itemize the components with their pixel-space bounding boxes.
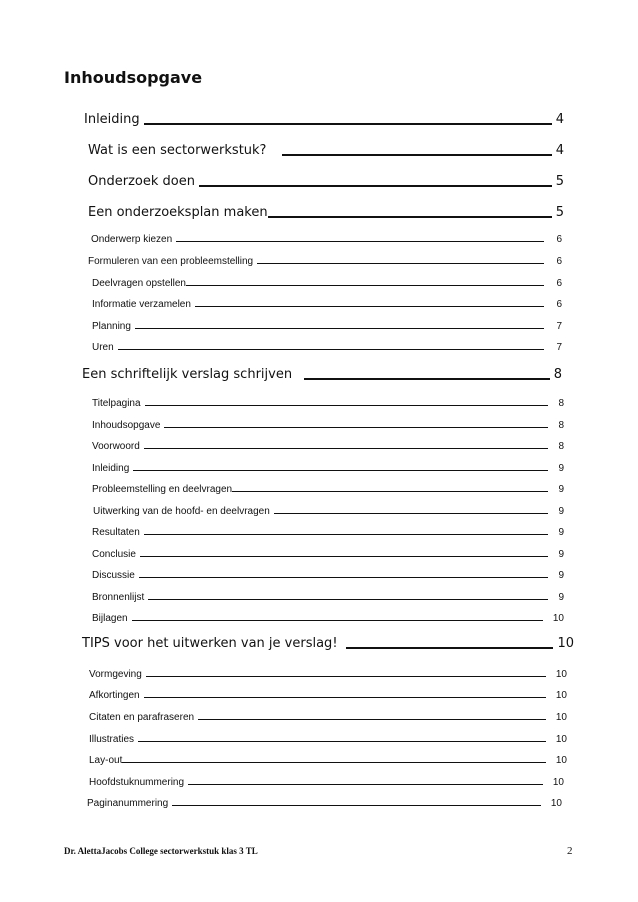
toc-leader (140, 556, 549, 557)
toc-leader (199, 185, 552, 187)
footer-text: Dr. AlettaJacobs College sectorwerkstuk klas 3 TL (64, 846, 258, 856)
toc-leader (146, 676, 546, 677)
toc-entry-page: 5 (555, 174, 564, 189)
toc-entry-label: Wat is een sectorwerkstuk? (88, 143, 267, 158)
toc-entry[interactable] (92, 613, 564, 624)
toc-entry[interactable] (89, 755, 567, 766)
toc-entry-label: Een schriftelijk verslag schrijven (82, 367, 293, 382)
toc-entry[interactable] (92, 420, 564, 431)
toc-entry-label: Inleiding (84, 112, 140, 127)
toc-entry-page: 9 (558, 484, 564, 495)
toc-entry-page: 9 (558, 592, 564, 603)
toc-entry-page: 9 (558, 463, 564, 474)
toc-entry[interactable] (92, 484, 564, 495)
toc-entry-label: Uren (92, 342, 114, 353)
toc-leader (257, 263, 544, 264)
toc-entry[interactable] (93, 506, 564, 517)
toc-leader (304, 378, 550, 380)
toc-entry-page: 10 (552, 613, 564, 624)
toc-leader (268, 216, 552, 218)
toc-entry[interactable] (92, 570, 564, 581)
toc-entry[interactable] (89, 669, 567, 680)
toc-entry[interactable] (87, 798, 562, 809)
toc-leader (172, 805, 541, 806)
toc-leader (186, 285, 544, 286)
toc-entry-label: TIPS voor het uitwerken van je verslag! (82, 636, 338, 651)
toc-entry-label: Planning (92, 321, 131, 332)
toc-entry[interactable] (92, 549, 564, 560)
toc-leader (122, 762, 546, 763)
toc-entry-page: 4 (555, 143, 564, 158)
toc-entry-label: Deelvragen opstellen (92, 278, 186, 289)
toc-leader (274, 513, 549, 514)
toc-leader (346, 647, 554, 649)
toc-leader (144, 697, 546, 698)
toc-entry[interactable] (89, 777, 564, 788)
toc-entry-label: Uitwerking van de hoofd- en deelvragen (93, 506, 270, 517)
toc-entry[interactable] (82, 367, 562, 382)
toc-leader (145, 405, 549, 406)
toc-entry-page: 8 (558, 420, 564, 431)
toc-leader (164, 427, 548, 428)
toc-entry-page: 8 (553, 367, 562, 382)
toc-entry-label: Een onderzoeksplan maken (88, 205, 268, 220)
toc-entry-label: Formuleren van een probleemstelling (88, 256, 254, 267)
toc-entry-page: 6 (556, 299, 562, 310)
toc-entry-label: Vormgeving (89, 669, 142, 680)
toc-entry-page: 10 (555, 669, 567, 680)
toc-entry[interactable] (82, 636, 574, 651)
toc-leader (144, 123, 552, 125)
toc-entry[interactable] (92, 299, 562, 310)
toc-entry-page: 7 (556, 321, 562, 332)
toc-entry-page: 6 (556, 234, 562, 245)
toc-entry[interactable] (92, 321, 562, 332)
toc-entry-page: 9 (558, 527, 564, 538)
toc-entry[interactable] (91, 234, 562, 245)
toc-leader (148, 599, 548, 600)
toc-entry[interactable] (88, 174, 564, 189)
toc-entry-label: Illustraties (89, 734, 135, 745)
toc-entry[interactable] (92, 398, 564, 409)
toc-entry[interactable] (92, 527, 564, 538)
toc-entry-page: 9 (558, 549, 564, 560)
toc-leader (232, 491, 548, 492)
toc-leader (282, 154, 551, 156)
toc-leader (118, 349, 545, 350)
toc-entry-label: Onderwerp kiezen (91, 234, 173, 245)
toc-entry-label: Lay-out (89, 755, 123, 766)
toc-entry-page: 10 (555, 734, 567, 745)
toc-entry[interactable] (89, 712, 567, 723)
toc-leader (138, 741, 546, 742)
toc-leader (195, 306, 545, 307)
toc-entry[interactable] (92, 463, 564, 474)
toc-entry[interactable] (92, 592, 564, 603)
toc-entry[interactable] (88, 256, 562, 267)
toc-entry-label: Discussie (92, 570, 135, 581)
toc-entry-label: Inleiding (92, 463, 130, 474)
toc-entry[interactable] (89, 734, 567, 745)
toc-entry-page: 10 (550, 798, 562, 809)
toc-entry[interactable] (89, 690, 567, 701)
toc-entry[interactable] (88, 205, 564, 220)
toc-entry-page: 9 (558, 506, 564, 517)
toc-entry-label: Conclusie (92, 549, 136, 560)
page-number: 2 (567, 845, 573, 857)
toc-entry[interactable] (92, 278, 562, 289)
page-title: Inhoudsopgave (64, 68, 203, 87)
toc-entry-label: Onderzoek doen (88, 174, 195, 189)
toc-entry-label: Bijlagen (92, 613, 128, 624)
toc-leader (188, 784, 543, 785)
toc-entry-page: 10 (555, 755, 567, 766)
toc-leader (135, 328, 545, 329)
toc-entry-label: Afkortingen (89, 690, 140, 701)
toc-entry-label: Resultaten (92, 527, 140, 538)
toc-entry-label: Titelpagina (92, 398, 141, 409)
toc-entry[interactable] (92, 441, 564, 452)
toc-leader (144, 448, 549, 449)
toc-entry-page: 5 (555, 205, 564, 220)
toc-entry-label: Voorwoord (92, 441, 140, 452)
toc-leader (133, 470, 548, 471)
toc-entry[interactable] (84, 112, 564, 127)
toc-entry-label: Hoofdstuknummering (89, 777, 185, 788)
toc-entry-page: 10 (555, 690, 567, 701)
toc-leader (132, 620, 543, 621)
toc-entry-page: 6 (556, 278, 562, 289)
toc-entry-page: 10 (557, 636, 574, 651)
toc-entry-label: Paginanummering (87, 798, 169, 809)
toc-entry-page: 10 (552, 777, 564, 788)
toc-entry-page: 8 (558, 398, 564, 409)
toc-entry-page: 9 (558, 570, 564, 581)
toc-leader (198, 719, 546, 720)
toc-entry[interactable] (92, 342, 562, 353)
toc-leader (144, 534, 549, 535)
toc-entry-page: 4 (555, 112, 564, 127)
toc-entry-page: 10 (555, 712, 567, 723)
toc-entry-page: 8 (558, 441, 564, 452)
toc-entry-label: Probleemstelling en deelvragen (92, 484, 233, 495)
toc-entry-page: 7 (556, 342, 562, 353)
toc-leader (139, 577, 549, 578)
toc-entry[interactable] (88, 143, 564, 158)
toc-entry-label: Informatie verzamelen (92, 299, 191, 310)
toc-entry-label: Citaten en parafraseren (89, 712, 195, 723)
toc-entry-label: Bronnenlijst (92, 592, 145, 603)
toc-leader (176, 241, 544, 242)
toc-entry-label: Inhoudsopgave (92, 420, 161, 431)
toc-entry-page: 6 (556, 256, 562, 267)
